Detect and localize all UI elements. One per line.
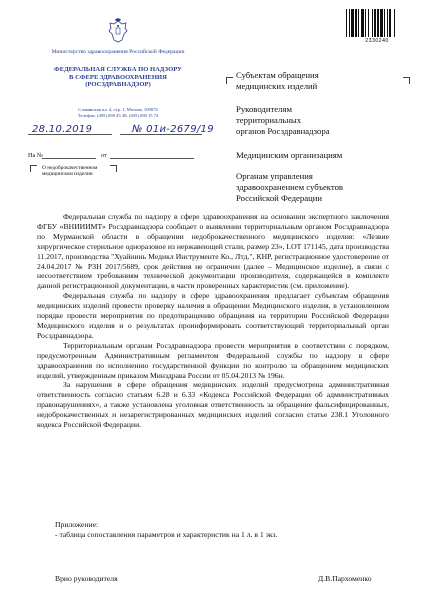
addressee-block-3: [236, 150, 406, 161]
addressee-line: Органам управления: [236, 171, 313, 181]
addressee-block-1: [236, 70, 406, 92]
outgoing-date: 28.10.2019: [32, 124, 93, 135]
addressee-bracket-left: [226, 77, 233, 84]
barcode-bar: [372, 9, 373, 37]
reply-date-label: от: [101, 152, 107, 159]
barcode-bar: [368, 9, 369, 37]
barcode-bar: [384, 9, 385, 37]
subject-line-2: медицинском изделии: [42, 171, 93, 178]
address-line-1: Славянская пл. 4, стр. 1, Москва, 109074: [78, 107, 158, 112]
agency-address: [30, 107, 206, 119]
addressee-line: Руководителям: [236, 104, 292, 114]
addressee-line: Российской Федерации: [236, 193, 323, 203]
agency-line-2: В СФЕРЕ ЗДРАВООХРАНЕНИЯ: [69, 73, 167, 81]
addressee-line: органов Росздравнадзора: [236, 126, 330, 136]
addressee-block-4: [236, 171, 406, 204]
ministry-name: Министерство здравоохранения Российской Федерации: [51, 49, 185, 55]
barcode-bar: [394, 9, 395, 37]
signatory-role: Врио руководителя: [55, 574, 118, 583]
body-paragraph-4: За нарушения в сфере обращения медицинских изделий предусмотрена административная ответственность согласно статьям 6.28 и 6.33 «Кодекса Российской Федерации об административных правонарушениях», а также установлена уголовная ответственность за обращение фальсифицированных, недоброкачественных и незарегистрированных медицинских изделий согласно статье 238.1 Уголовного кодекса Российской Федерации.: [37, 380, 389, 430]
addressee-line: территориальных: [236, 115, 302, 125]
barcode-number: 2330240: [365, 38, 389, 44]
barcode-icon: [346, 9, 408, 37]
barcode-bar: [389, 9, 391, 37]
reply-number-underline: [42, 158, 96, 159]
barcode-bar: [358, 9, 359, 37]
barcode-bar: [387, 9, 388, 37]
address-line-2: Телефон: (495) 698 45 38; (495) 698 15 74: [77, 113, 159, 119]
addressee-line: медицинских изделий: [236, 81, 318, 91]
body-paragraph-2: Федеральная служба по надзору в сфере здравоохранения предлагает субъектам обращения медицинских изделий провести проверку наличия в обращении Медицинского изделия, в установленном порядке провести мероприятия по предотвращению обращения на территории Российской Федерации Медицинского изделия и о результатах проинформировать соответствующий территориальный орган Росздравнадзора.: [37, 291, 389, 340]
barcode-bar: [351, 9, 354, 37]
agency-name: [30, 66, 206, 89]
barcode-bar: [377, 9, 379, 37]
letter-body: [37, 212, 389, 430]
outgoing-number: № 01и-2679/19: [132, 124, 214, 135]
reply-to-number-label: На №: [28, 152, 43, 159]
agency-line-1: ФЕДЕРАЛЬНАЯ СЛУЖБА ПО НАДЗОРУ: [54, 66, 182, 73]
attachment-title: Приложение:: [55, 520, 99, 529]
subject-line: [42, 165, 97, 178]
attachment-item: - таблица сопоставления параметров и характеристик на 1 л. в 1 экз.: [55, 530, 278, 539]
barcode-bar: [365, 9, 366, 37]
addressee-block-2: [236, 104, 406, 137]
addressee-line: Медицинским организациям: [236, 150, 343, 160]
signatory-name: Д.В.Пархоменко: [318, 574, 372, 583]
addressee-line: Субъектам обращения: [236, 70, 319, 80]
reply-date-underline: [110, 158, 194, 159]
barcode-bar: [361, 9, 364, 37]
barcode-bar: [349, 9, 350, 37]
subject-line-1: О недоброкачественном: [42, 165, 98, 171]
subject-bracket-left: [30, 165, 37, 172]
agency-line-3: (РОСЗДРАВНАДЗОР): [85, 81, 151, 89]
barcode-bar: [355, 9, 357, 37]
barcode-bar: [380, 9, 383, 37]
barcode-bar: [374, 9, 376, 37]
coat-of-arms-icon: [107, 18, 129, 44]
attachment-section: [55, 520, 277, 540]
addressee-line: здравоохранением субъектов: [236, 182, 344, 192]
barcode-bar: [346, 9, 347, 37]
subject-bracket-right: [110, 165, 117, 172]
body-paragraph-3: Территориальным органам Росздравнадзора провести мероприятия в соответствии с порядком, предусмотренным Административным регламентом Федеральной службы по надзору в сфере здравоохранения по исполнению государственной функции по контролю за обращением медицинских изделий, утвержденным приказом Минздрава России от 05.04.2013 № 196н.: [37, 340, 389, 380]
body-paragraph-1: Федеральная служба по надзору в сфере здравоохранения на основании экспертного заключения ФГБУ «ВНИИИМТ» Росздравнадзора сообщает о выявлении территориальным органом Росздравнадзора по Мурманской области в обращении недоброкачественного медицинского изделия: «Лезвие хирургическое стерильное одноразовое из нержавеющей стали, размер 23», LOT 171145, дата производства 11.2017, производства "Хуайнинь Медикл Инструменте Ко., Лтд.", КНР, регистрационное удостоверение от 24.04.2017 № РЗН 2017/5689, срок действия не ограничен (далее – Медицинское изделие), в связи с несоответствием требованиям технической документации производителя, содержащейся в комплекте данной регистрационной документации, в части проверенных характеристик (см. приложение).: [37, 212, 389, 291]
